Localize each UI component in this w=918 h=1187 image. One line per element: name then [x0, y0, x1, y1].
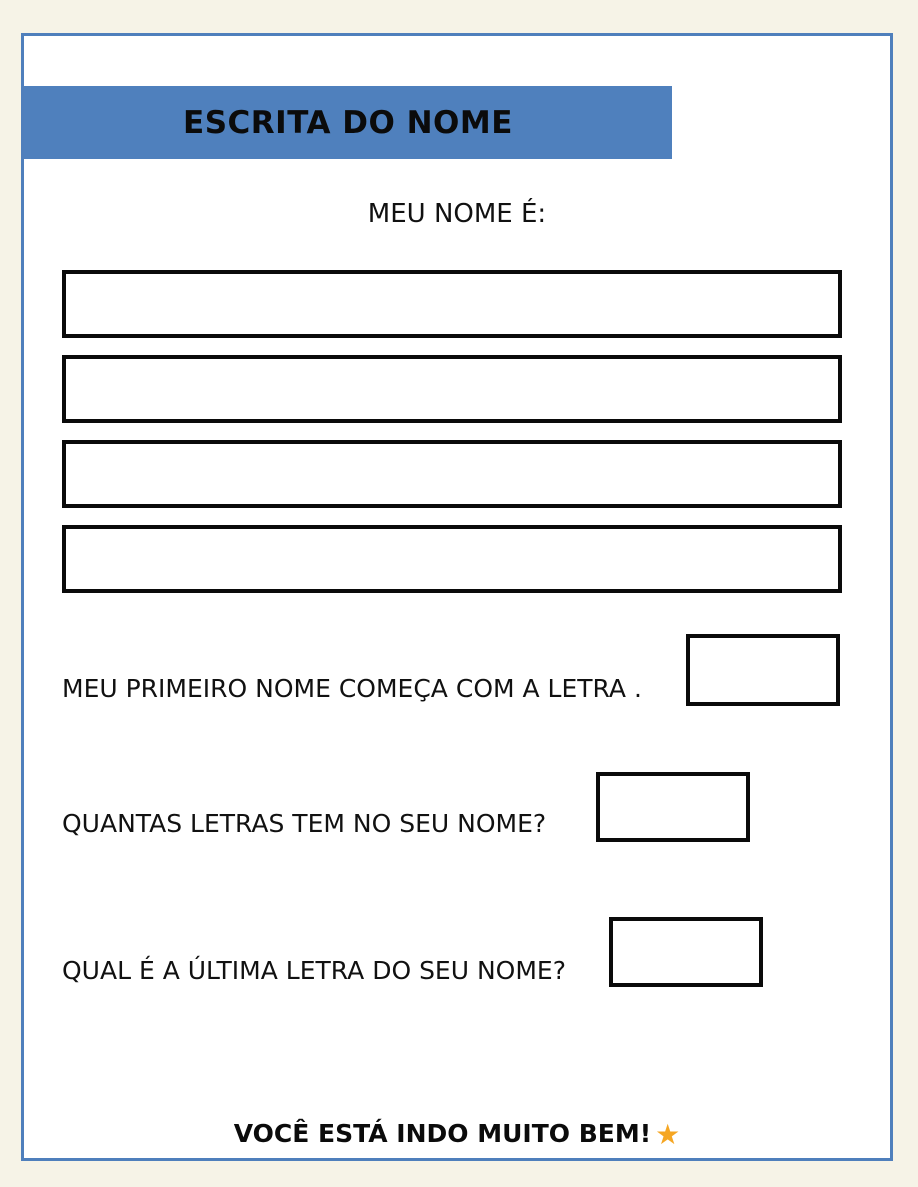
first-letter-answer-box[interactable]	[686, 634, 840, 706]
name-writing-box-2[interactable]	[62, 355, 842, 423]
encouragement-text: VOCÊ ESTÁ INDO MUITO BEM!	[233, 1119, 652, 1148]
name-prompt: MEU NOME É:	[367, 199, 547, 229]
title-banner	[24, 86, 672, 159]
name-writing-box-3[interactable]	[62, 440, 842, 508]
first-letter-question: MEU PRIMEIRO NOME COMEÇA COM A LETRA .	[62, 674, 642, 703]
name-writing-box-4[interactable]	[62, 525, 842, 593]
encouragement-message	[24, 1118, 890, 1151]
worksheet-page	[21, 33, 893, 1161]
star-icon: ★	[655, 1118, 681, 1151]
name-writing-box-1[interactable]	[62, 270, 842, 338]
last-letter-answer-box[interactable]	[609, 917, 763, 987]
letter-count-answer-box[interactable]	[596, 772, 750, 842]
letter-count-question: QUANTAS LETRAS TEM NO SEU NOME?	[62, 809, 547, 838]
last-letter-question: QUAL É A ÚLTIMA LETRA DO SEU NOME?	[62, 956, 566, 985]
page-title: ESCRITA DO NOME	[183, 104, 513, 141]
